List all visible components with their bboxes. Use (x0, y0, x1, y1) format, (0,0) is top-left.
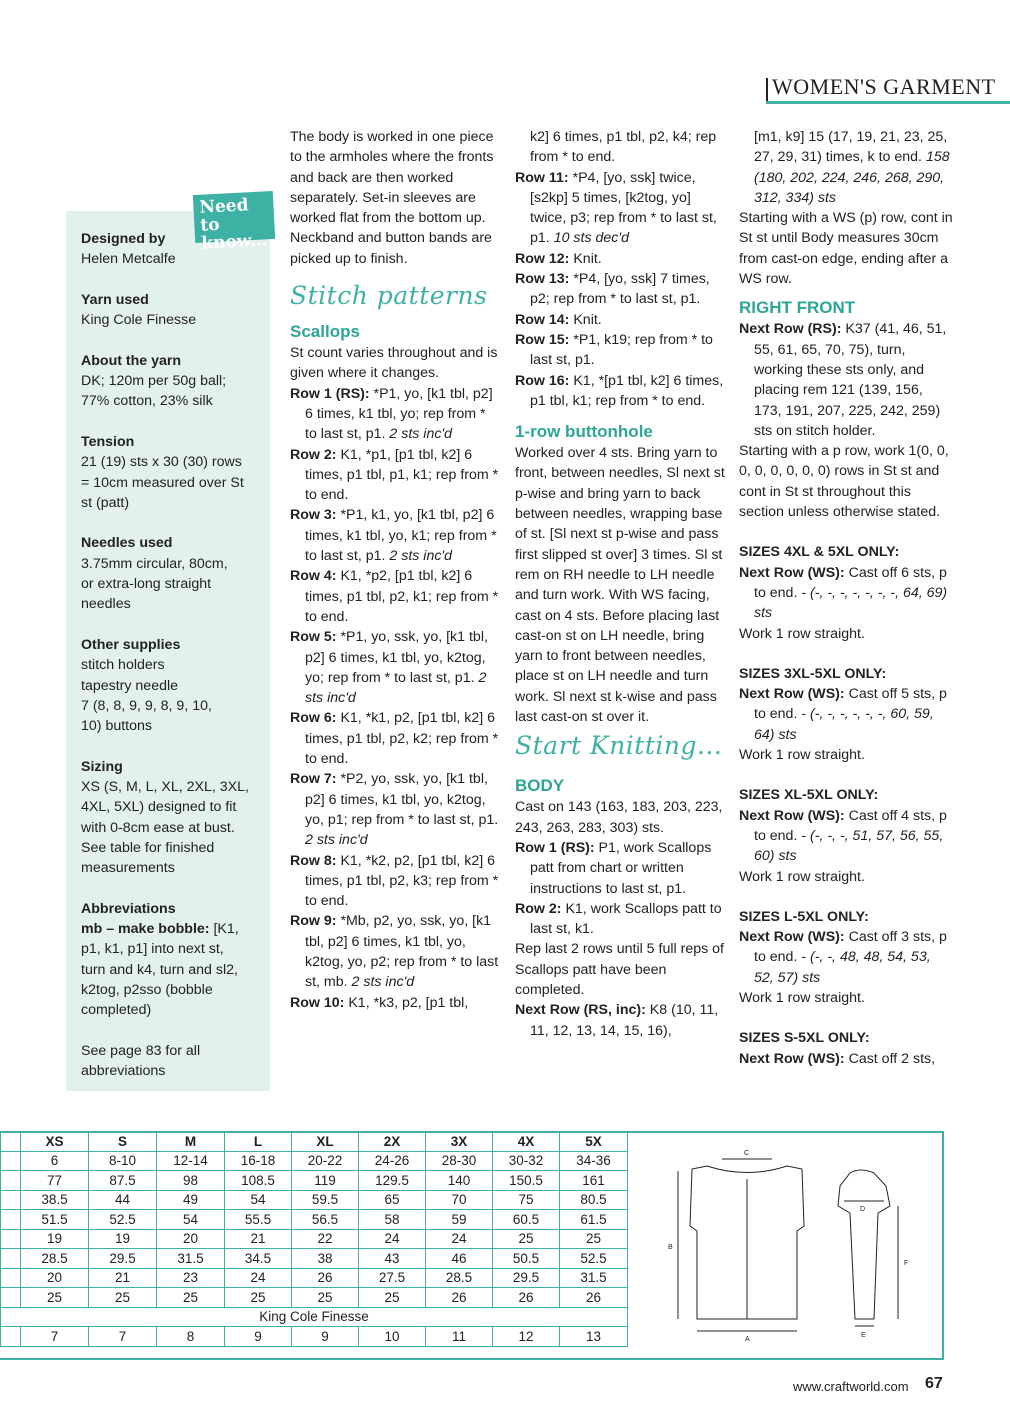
table-row (1, 1171, 628, 1191)
table-cell: 25 (359, 1288, 426, 1308)
table-cell: 31.5 (157, 1249, 225, 1269)
table-cell: 3X (426, 1132, 493, 1152)
table-cell: 129.5 (359, 1171, 426, 1191)
page-number: 67 (925, 1375, 943, 1392)
table-header-row (1, 1132, 628, 1152)
label-c: C (744, 1150, 750, 1157)
table-cell: 8-10 (89, 1151, 157, 1171)
section-title: WOMEN'S GARMENT (772, 74, 996, 99)
table-cell: 26 (560, 1288, 628, 1308)
table-cell: 24-26 (359, 1151, 426, 1171)
table-cell: 4X (493, 1132, 560, 1152)
table-cell: 9 (225, 1327, 292, 1347)
table-cell: L (225, 1132, 292, 1152)
label-f: F (904, 1260, 909, 1267)
need-to-know-badge: Need to know... (193, 191, 275, 243)
row-stub (1, 1190, 21, 1210)
table-cell: 28.5 (21, 1249, 89, 1269)
row-stub (1, 1288, 21, 1308)
table-cell: 26 (493, 1288, 560, 1308)
table-cell: 25 (225, 1288, 292, 1308)
row-stub (1, 1229, 21, 1249)
table-row (1, 1210, 628, 1230)
right-front-heading: RIGHT FRONT (739, 298, 856, 318)
table-cell: M (157, 1132, 225, 1152)
table-cell: 56.5 (292, 1210, 359, 1230)
table-cell: 38 (292, 1249, 359, 1269)
table-cell: 70 (426, 1190, 493, 1210)
table-cell: 6 (21, 1151, 89, 1171)
table-cell: 13 (560, 1327, 628, 1347)
table-cell: 7 (21, 1327, 89, 1347)
table-cell: 20 (157, 1229, 225, 1249)
measurements-table (0, 1131, 628, 1347)
column-3: [m1, k9] 15 (17, 19, 21, 23, 25, 27, 29, 31) times, k to end. 158 (180, 202, 224, 246, 268, 290, 312, 334) sts Starting with a WS (p) row, cont in St st until Body measures 30cm from cast-on edge, ending after a WS row. RIGHT FRONT Next Row (RS): K37 (41, 46, 51, 55, 61, 65, 70, 75), turn, working these sts only, and placing rem 121 (139, 156, 173, 191, 207, 225, 242, 259) sts on stitch holder. Starting with a p row, work 1(0, 0, 0, 0, 0, 0, 0, 0) rows in St st and cont in St st throughout this section unless otherwise stated. SIZES 4XL & 5XL ONLY: Next Row (WS): Cast off 6 sts, p to end. - (-, -, -, -, -, -, -, 64, 69) sts Work 1 row straight. SIZES 3XL-5XL ONLY: Next Row (WS): Cast off 5 sts, p to end. - (-, -, -, -, -, -, 60, 59, 64) sts Work 1 row straight. SIZES XL-5XL ONLY: Next Row (WS): Cast off 4 sts, p to end. - (-, -, -, 51, 57, 56, 55, 60) sts Work 1 row straight. SIZES L-5XL ONLY: Next Row (WS): Cast off 3 sts, p to end. - (-, -, 48, 48, 54, 53, 52, 57) sts Work 1 row straight. SIZES S-5XL ONLY: Next Row (WS): Cast off 2 sts, (739, 129, 953, 1067)
label-d: D (860, 1206, 866, 1213)
header-divider (766, 78, 768, 102)
table-cell: 34-36 (560, 1151, 628, 1171)
table-cell: S (89, 1132, 157, 1152)
table-cell: 26 (426, 1288, 493, 1308)
row-stub (1, 1171, 21, 1191)
table-cell: 55.5 (225, 1210, 292, 1230)
table-cell: 54 (157, 1210, 225, 1230)
yarn-name-cell: King Cole Finesse (1, 1307, 628, 1327)
table-cell: 59.5 (292, 1190, 359, 1210)
table-cell: 31.5 (560, 1268, 628, 1288)
table-cell: 24 (426, 1229, 493, 1249)
table-cell: 58 (359, 1210, 426, 1230)
table-cell: 49 (157, 1190, 225, 1210)
table-cell: 140 (426, 1171, 493, 1191)
section-header (760, 72, 1010, 106)
table-cell: 24 (225, 1268, 292, 1288)
table-cell: 25 (157, 1288, 225, 1308)
table-cell: 51.5 (21, 1210, 89, 1230)
table-cell: 29.5 (89, 1249, 157, 1269)
start-knitting-heading: Start Knitting... (515, 731, 723, 761)
table-cell: 52.5 (89, 1210, 157, 1230)
table-cell: 20 (21, 1268, 89, 1288)
table-cell: 61.5 (560, 1210, 628, 1230)
table-cell: 24 (359, 1229, 426, 1249)
table-cell: 87.5 (89, 1171, 157, 1191)
table-cell: 50.5 (493, 1249, 560, 1269)
table-cell: 20-22 (292, 1151, 359, 1171)
scallops-heading: Scallops (290, 322, 360, 342)
table-cell: 11 (426, 1327, 493, 1347)
table-cell: 19 (89, 1229, 157, 1249)
table-row (1, 1268, 628, 1288)
table-cell: 34.5 (225, 1249, 292, 1269)
table-cell: 2X (359, 1132, 426, 1152)
table-cell: 5X (560, 1132, 628, 1152)
stitch-patterns-heading: Stitch patterns (290, 281, 488, 311)
row-stub (1, 1151, 21, 1171)
table-cell: XL (292, 1132, 359, 1152)
table-cell: 60.5 (493, 1210, 560, 1230)
table-cell: 16-18 (225, 1151, 292, 1171)
table-row (1, 1151, 628, 1171)
buttonhole-heading: 1-row buttonhole (515, 422, 653, 442)
table-cell: 25 (493, 1229, 560, 1249)
table-cell: 19 (21, 1229, 89, 1249)
body-heading: BODY (515, 776, 565, 796)
table-cell: 22 (292, 1229, 359, 1249)
table-cell: 21 (225, 1229, 292, 1249)
label-a: A (745, 1336, 750, 1343)
table-cell: 44 (89, 1190, 157, 1210)
table-cell: 54 (225, 1190, 292, 1210)
table-cell: 25 (21, 1288, 89, 1308)
table-cell: 8 (157, 1327, 225, 1347)
table-cell: 25 (560, 1229, 628, 1249)
table-cell: 46 (426, 1249, 493, 1269)
table-cell: 80.5 (560, 1190, 628, 1210)
table-cell: 119 (292, 1171, 359, 1191)
balls-row (1, 1327, 628, 1347)
row-stub (1, 1268, 21, 1288)
table-cell: 43 (359, 1249, 426, 1269)
table-cell: 75 (493, 1190, 560, 1210)
row-stub (1, 1210, 21, 1230)
table-cell: 9 (292, 1327, 359, 1347)
column-2: k2] 6 times, p1 tbl, p2, k4; rep from * to end. Row 11: *P4, [yo, ssk] twice, [s2kp] 5 times, [k2tog, yo] twice, p3; rep from * to last st, p1. 10 sts dec'd Row 12: Knit. Row 13: *P4, [yo, ssk] 7 times, p2; rep from * to last st, p1. Row 14: Knit. Row 15: *P1, k19; rep from * to last st, p1. Row 16: K1, *[p1 tbl, k2] 6 times, p1 tbl, k1; rep from * to end. 1-row buttonhole Worked over 4 sts. Bring yarn to front, between needles, Sl next st p-wise and bring yarn to back between needles, wrapping base of st. [Sl next st p-wise and pass first slipped st over] 3 times. Sl st rem on RH needle to LH needle and turn work. With WS facing, cast on 4 sts. Before placing last cast-on st on LH needle, bring yarn to front between needles, place st on LH needle and turn work. Sl next st k-wise and pass last cast-on st over it. Start Knitting... BODY Cast on 143 (163, 183, 203, 223, 243, 263, 283, 303) sts. Row 1 (RS): P1, work Scallops patt from chart or written instructions to last st, p1. Row 2: K1, work Scallops patt to last st, k1. Rep last 2 rows until 5 full reps of Scallops patt have been completed. Next Row (RS, inc): K8 (10, 11, 11, 12, 13, 14, 15, 16), (515, 127, 727, 1041)
table-cell: XS (21, 1132, 89, 1152)
table-cell: 25 (89, 1288, 157, 1308)
table-cell: 29.5 (493, 1268, 560, 1288)
table-cell: 150.5 (493, 1171, 560, 1191)
table-cell: 65 (359, 1190, 426, 1210)
table-cell: 98 (157, 1171, 225, 1191)
row-stub (1, 1132, 21, 1152)
table-cell: 21 (89, 1268, 157, 1288)
table-cell: 77 (21, 1171, 89, 1191)
table-cell: 12-14 (157, 1151, 225, 1171)
table-cell: 10 (359, 1327, 426, 1347)
table-row (1, 1249, 628, 1269)
table-cell: 28.5 (426, 1268, 493, 1288)
table-cell: 25 (292, 1288, 359, 1308)
table-cell: 28-30 (426, 1151, 493, 1171)
table-cell: 59 (426, 1210, 493, 1230)
label-b: B (668, 1244, 673, 1251)
table-cell: 7 (89, 1327, 157, 1347)
yarn-row (1, 1307, 628, 1327)
column-1: The body is worked in one piece to the armholes where the fronts and back are then worked separately. Set-in sleeves are worked flat from the bottom up. Neckband and button bands are picked up to finish. Stitch patterns Scallops St count varies throughout and is given where it changes. Row 1 (RS): *P1, yo, [k1 tbl, p2] 6 times, k1 tbl, yo; rep from * to last st, p1. 2 sts inc'd Row 2: K1, *p1, [p1 tbl, k2] 6 times, p1 tbl, p1, k1; rep from * to end. Row 3: *P1, k1, yo, [k1 tbl, p2] 6 times, k1 tbl, yo, k1; rep from * to last st, p1. 2 sts inc'd Row 4: K1, *p2, [p1 tbl, k2] 6 times, p1 tbl, p2, k1; rep from * to end. Row 5: *P1, yo, ssk, yo, [k1 tbl, p2] 6 times, k1 tbl, yo, k2tog, yo; rep from * to last st, p1. 2 sts inc'd Row 6: K1, *k1, p2, [p1 tbl, k2] 6 times, p1 tbl, p2, k2; rep from * to end. Row 7: *P2, yo, ssk, yo, [k1 tbl, p2] 6 times, k1 tbl, yo, k2tog, yo, p1; rep from * to last st, p1. 2 sts inc'd Row 8: K1, *k2, p2, [p1 tbl, k2] 6 times, p1 tbl, p2, k3; rep from * to end. Row 9: *Mb, p2, yo, ssk, yo, [k1 tbl, p2] 6 times, k1 tbl, yo, k2tog, yo, p2; rep from * to last st, mb. 2 sts inc'd Row 10: K1, *k3, p2, [p1 tbl, (290, 129, 499, 1011)
table-cell: 38.5 (21, 1190, 89, 1210)
label-e: E (861, 1332, 866, 1339)
table-cell: 30-32 (493, 1151, 560, 1171)
table-cell: 12 (493, 1327, 560, 1347)
table-cell: 27.5 (359, 1268, 426, 1288)
row-stub (1, 1327, 21, 1347)
table-cell: 161 (560, 1171, 628, 1191)
sidebar-content: Designed by Helen Metcalfe Yarn used King Cole Finesse About the yarn DK; 120m per 50g ball; 77% cotton, 23% silk Tension 21 (19) sts x 30 (30) rows = 10cm measured over St st (patt) Needles used 3.75mm circular, 80cm, or extra-long straight needles Other supplies stitch holders tapestry needle 7 (8, 8, 9, 9, 8, 9, 10, 10) buttons Sizing XS (S, M, L, XL, 2XL, 3XL, 4XL, 5XL) designed to fit with 0-8cm ease at bust. See table for finished measurements Abbreviations mb – make bobble: [K1, p1, k1, p1] into next st, turn and k4, turn and sl2, k2tog, p2sso (bobble completed) See page 83 for all abbreviations (81, 231, 249, 1080)
footer-url: www.craftworld.com (793, 1379, 909, 1394)
table-cell: 23 (157, 1268, 225, 1288)
table-cell: 52.5 (560, 1249, 628, 1269)
table-row (1, 1190, 628, 1210)
table-row (1, 1288, 628, 1308)
table-row (1, 1229, 628, 1249)
sleeve-outline (838, 1170, 890, 1319)
row-stub (1, 1249, 21, 1269)
table-cell: 108.5 (225, 1171, 292, 1191)
table-cell: 26 (292, 1268, 359, 1288)
header-underline (766, 101, 1010, 104)
garment-schematic (612, 1131, 944, 1360)
